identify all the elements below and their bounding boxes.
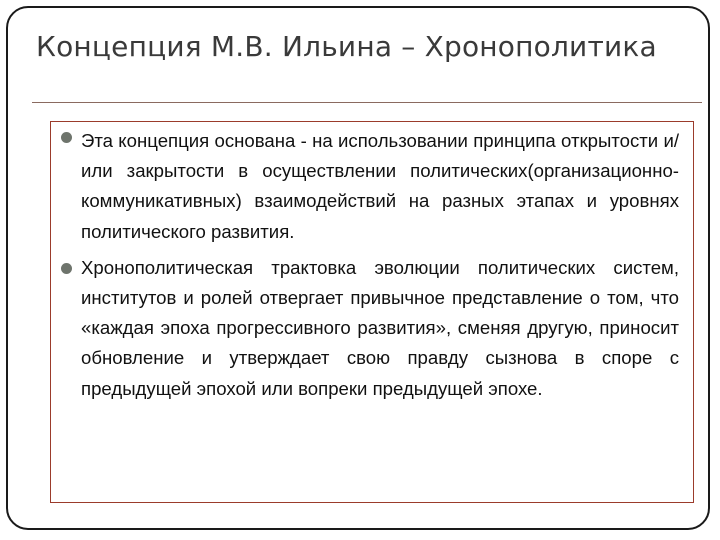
- bullet-item: [81, 122, 679, 247]
- bullet-dot-icon: [61, 132, 72, 143]
- slide-title: Концепция М.В. Ильина – Хронополитика: [36, 30, 657, 63]
- bullet-text: Эта концепция основана - на использовании принципа открытости и/или закрытости в осуществлении политических(организационно-коммуникативных) взаимодействий на разных этапах и уровнях политического развития.: [81, 130, 679, 242]
- bullet-dot-icon: [61, 263, 72, 274]
- bullet-list: [51, 122, 693, 404]
- slide-frame: [6, 6, 710, 530]
- title-divider: [32, 102, 702, 103]
- bullet-item: [81, 253, 679, 404]
- bullet-text: Хронополитическая трактовка эволюции политических систем, институтов и ролей отвергает привычное представление о том, что «каждая эпоха прогрессивного развития», сменяя другую, приносит обновление и утверждает свою правду сызнова в споре с предыдущей эпохой или вопреки предыдущей эпохе.: [81, 256, 679, 399]
- content-box: [50, 121, 694, 503]
